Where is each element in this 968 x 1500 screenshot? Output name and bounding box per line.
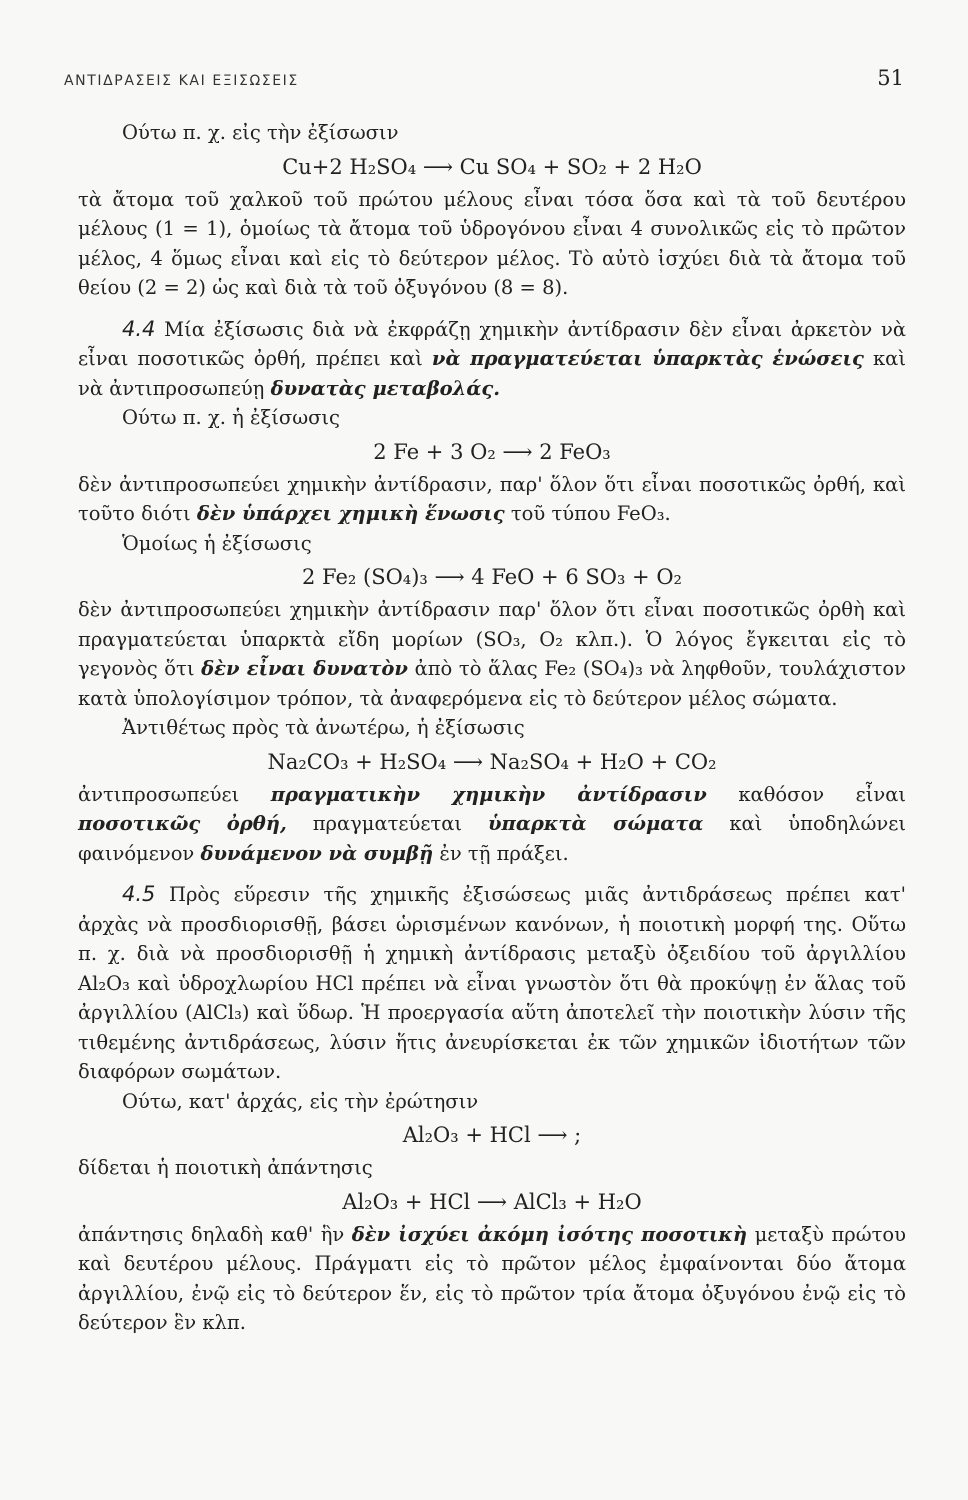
equation-alumina-answer: Al₂O₃ + HCl ⟶ AlCl₃ + H₂O bbox=[342, 1189, 642, 1214]
paragraph-real-reaction bbox=[78, 780, 906, 869]
text: μεταξὺ πρώτου καὶ δευτέρου μέλους. Πράγματι εἰς τὸ πρῶτον μέλος ἐμφαίνονται δύο ἄτομα ἀργιλλίου, ἐνῷ εἰς τὸ δεύτερον ἕν, εἰς τὸ πρῶτον τρία ἄτομα ὀξυγόνου ἐνῷ εἰς τὸ δεύτερον ἓν κλπ. bbox=[78, 1222, 907, 1334]
equation-sodium-carbonate: Na₂CO₃ + H₂SO₄ ⟶ Na₂SO₄ + H₂O + CO₂ bbox=[267, 749, 717, 774]
paragraph-no-balance bbox=[78, 1220, 906, 1338]
paragraph-intro: Ούτω π. χ. ἡ ἐξίσωσις bbox=[122, 406, 340, 429]
text: ἐν τῇ πράξει. bbox=[439, 841, 569, 865]
text: Μία ἐξίσωσις διὰ νὰ ἐκφράζῃ χημικὴν ἀντίδρασιν δὲν εἶναι ἀρκετὸν νὰ εἶναι ποσοτικῶς ὀρθή, πρέπει καὶ bbox=[78, 317, 906, 370]
paragraph-feo3 bbox=[78, 470, 906, 529]
text: ἀπάντησις δηλαδὴ καθ' ἣν bbox=[78, 1222, 345, 1246]
emphasis: δὲν ὑπάρχει χημικὴ ἕνωσις bbox=[196, 502, 505, 525]
text: δὲν ἀντιπροσωπεύει χημικὴν ἀντίδρασιν παρ' ὅλον ὅτι εἶναι ποσοτικῶς ὀρθὴ καὶ πραγματεύεται ὑπαρκτὰ εἴδη μορίων (SO₃, O₂ κλπ.). Ὁ λόγος ἔγκειται εἰς τὸ γεγονὸς ὅτι bbox=[78, 598, 906, 680]
equation-alumina-question: Al₂O₃ + HCl ⟶ ; bbox=[402, 1123, 582, 1147]
emphasis: πραγματικὴν χημικὴν ἀντίδρασιν bbox=[270, 782, 707, 806]
emphasis: δὲν ἰσχύει ἀκόμη ἰσότης ποσοτικὴ bbox=[351, 1222, 748, 1246]
text: Πρὸς εὕρεσιν τῆς χημικῆς ἐξισώσεως μιᾶς ἀντιδράσεως πρέπει κατ' ἀρχὰς νὰ προσδιορισθῇ, βάσει ὡρισμένων κανόνων, ἡ ποιοτικὴ μορφή της. Οὕτω π. χ. διὰ νὰ προσδιορισθῇ ἡ χημικὴ ἀντίδρασις μεταξὺ ὀξειδίου τοῦ ἀργιλλίου Al₂O₃ καὶ ὑδροχλωρίου HCl πρέπει νὰ εἶναι γνωστὸν ὅτι θὰ προκύψῃ ἐν ἅλας τοῦ ἀργιλλίου (AlCl₃) καὶ ὕδωρ. Ἡ προεργασία αὕτη ἀποτελεῖ τὴν ποιοτικὴν λύσιν τῆς τιθεμένης ἀντιδράσεως, λύσιν ἥτις ἀνευρίσκεται ἐκ τῶν χημικῶν ἰδιοτήτων τῶν διαφόρων σωμάτων. bbox=[78, 883, 906, 1083]
emphasis: νὰ πραγματεύεται ὑπαρκτὰς ἑνώσεις bbox=[431, 347, 864, 370]
text: δὲν ἀντιπροσωπεύει χημικὴν ἀντίδρασιν, παρ' ὅλον ὅτι εἶναι ποσοτικῶς ὀρθή, καὶ τοῦτο διότι bbox=[78, 472, 906, 525]
paragraph-atom-balance: τὰ ἄτομα τοῦ χαλκοῦ τοῦ πρώτου μέλους εἶναι τόσα ὅσα καὶ τὰ τοῦ δευτέρου μέλους (1 = 1), ὁμοίως τὰ ἄτομα τοῦ ὑδρογόνου εἶναι 4 συνολικῶς εἰς τὸ πρῶτον μέλος, 4 ὅμως εἶναι καὶ εἰς τὸ δεύτερον μέλος. Τὸ αὐτὸ ἰσχύει διὰ τὰ ἄτομα τοῦ θείου (2 = 2) ὡς καὶ διὰ τὰ τοῦ ὀξυγόνου (8 = 8). bbox=[78, 187, 906, 299]
equation-iron-sulfate: 2 Fe₂ (SO₄)₃ ⟶ 4 FeO + 6 SO₃ + O₂ bbox=[302, 565, 682, 589]
section-number: 4.4 bbox=[122, 316, 156, 341]
paragraph-iron-sulfate bbox=[78, 595, 906, 713]
equation-copper-sulfuric: Cu+2 H₂SO₄ ⟶ Cu SO₄ + SO₂ + 2 H₂O bbox=[282, 154, 702, 179]
section-4-5 bbox=[78, 880, 906, 1087]
paragraph-qualitative: δίδεται ἡ ποιοτικὴ ἀπάντησις bbox=[78, 1156, 373, 1179]
text: πραγματεύεται bbox=[312, 812, 463, 835]
text: καὶ ὑποδηλώνει φαινόμενον bbox=[78, 812, 906, 865]
section-number: 4.5 bbox=[122, 882, 156, 906]
running-header bbox=[64, 66, 904, 90]
emphasis: δυνάμενον νὰ συμβῇ bbox=[200, 841, 434, 865]
emphasis: δυνατὰς μεταβολάς. bbox=[270, 376, 500, 400]
paragraph-intro: Ούτω π. χ. εἰς τὴν ἐξίσωσιν bbox=[122, 121, 399, 144]
chapter-title: ΑΝΤΙΔΡΑΣΕΙΣ ΚΑΙ ΕΞΙΣΩΣΕΙΣ bbox=[64, 73, 299, 89]
paragraph-intro: Ούτω, κατ' ἀρχάς, εἰς τὴν ἐρώτησιν bbox=[122, 1089, 479, 1113]
paragraph-intro: Ἀντιθέτως πρὸς τὰ ἀνωτέρω, ἡ ἐξίσωσις bbox=[122, 716, 525, 739]
paragraph-intro: Ὁμοίως ἡ ἐξίσωσις bbox=[122, 531, 312, 555]
section-4-4 bbox=[78, 315, 906, 404]
equation-iron-oxide: 2 Fe + 3 O₂ ⟶ 2 FeO₃ bbox=[373, 439, 611, 464]
page-body bbox=[78, 118, 906, 1338]
text: τοῦ τύπου FeO₃. bbox=[510, 502, 671, 525]
emphasis: ὑπαρκτὰ σώματα bbox=[488, 812, 704, 835]
emphasis: δὲν εἶναι δυνατὸν bbox=[201, 657, 408, 680]
text: ἀπὸ τὸ ἅλας Fe₂ (SO₄)₃ νὰ ληφθοῦν, τουλάχιστον κατὰ ὑπολογίσιμον τρόπον, τὰ ἀναφερόμενα εἰς τὸ δεύτερον μέλος σώματα. bbox=[78, 657, 907, 710]
emphasis: ποσοτικῶς ὀρθή, bbox=[78, 812, 287, 835]
text: ἀντιπροσωπεύει bbox=[78, 782, 240, 806]
page-number: 51 bbox=[877, 66, 904, 90]
text: καθόσον εἶναι bbox=[738, 782, 907, 806]
text: καὶ νὰ ἀντιπροσωπεύῃ bbox=[78, 347, 906, 400]
